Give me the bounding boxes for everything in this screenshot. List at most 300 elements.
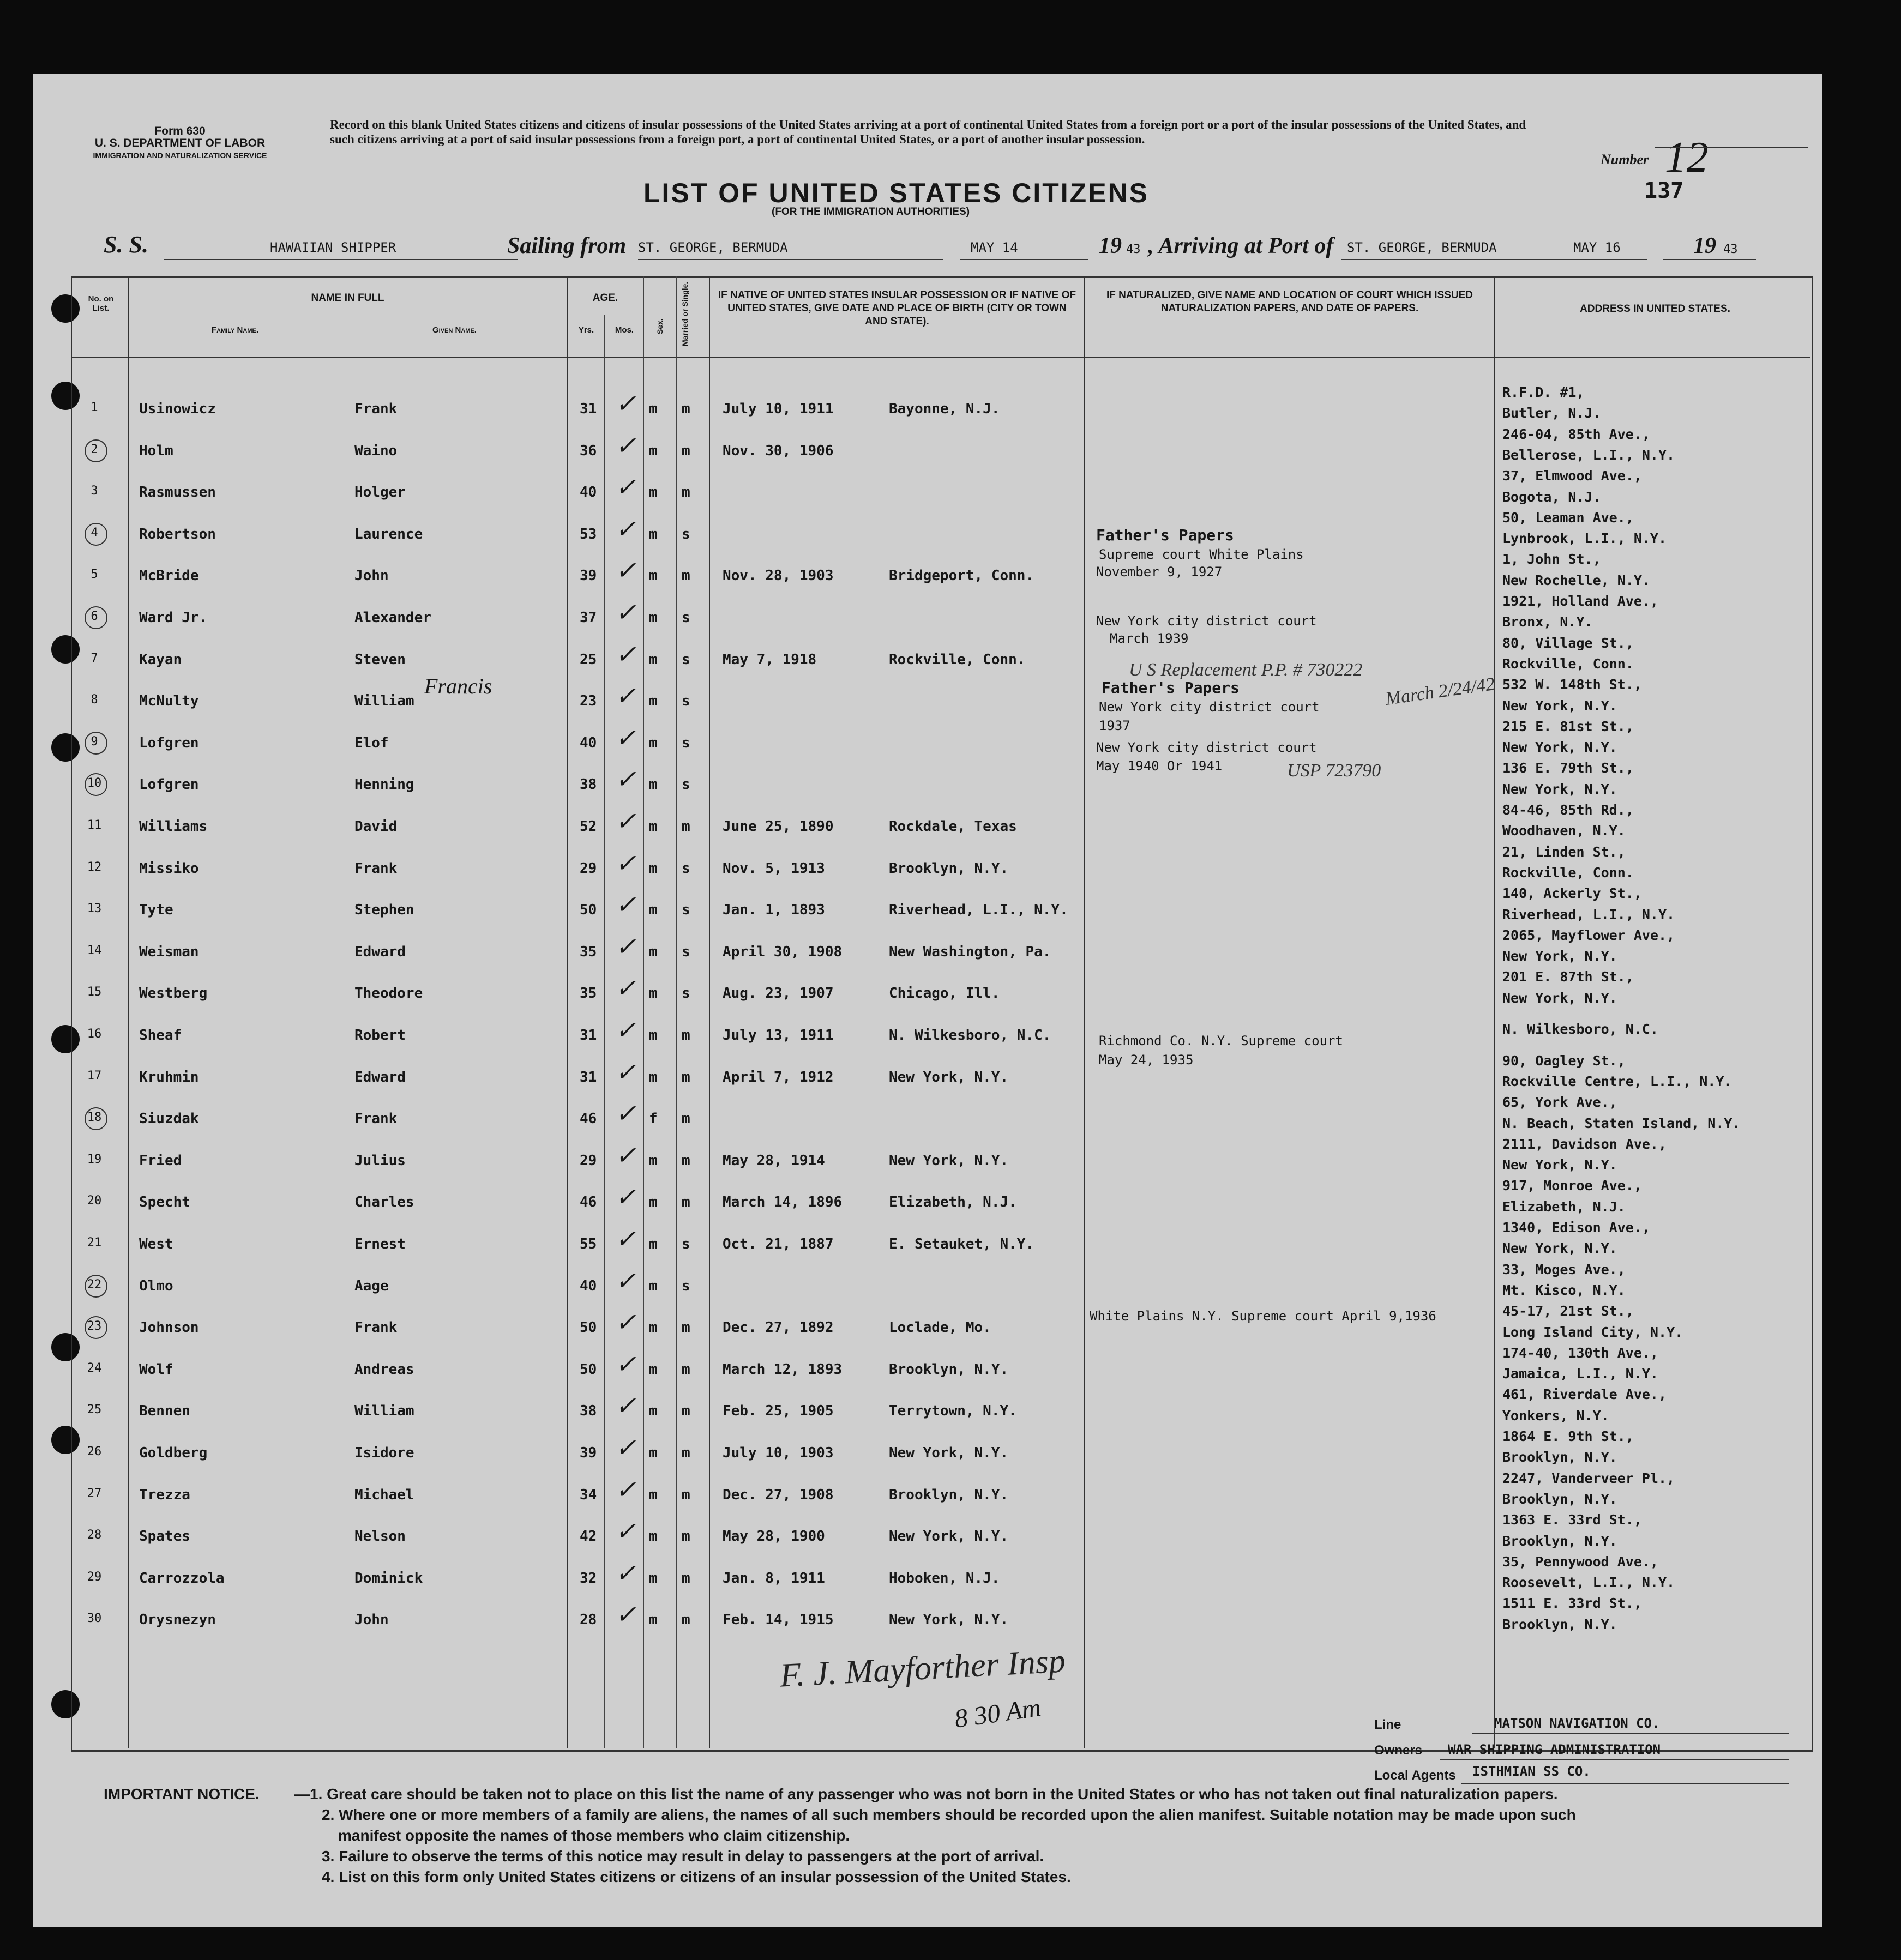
notice-item-4: 4. List on this form only United States citizens or citizens of an insular possession of the United States. <box>322 1868 1071 1885</box>
address-line: 50, Leaman Ave., <box>1502 509 1634 526</box>
address-line: 140, Ackerly St., <box>1502 885 1642 902</box>
address-line: 37, Elmwood Ave., <box>1502 468 1642 484</box>
sex: m <box>649 1486 658 1503</box>
sex: m <box>649 1570 658 1587</box>
marital-status: m <box>682 818 690 835</box>
marital-status: m <box>682 1612 690 1629</box>
year-prefix: 19 <box>1099 233 1122 258</box>
family-name: Holm <box>139 442 173 459</box>
address-line: 215 E. 81st St., <box>1502 718 1634 734</box>
birth-date: Jan. 8, 1911 <box>723 1570 825 1587</box>
family-name: Orysnezyn <box>139 1612 216 1629</box>
header-address: ADDRESS IN UNITED STATES. <box>1580 303 1730 315</box>
number-field <box>1601 125 1709 182</box>
age-years: 40 <box>580 484 597 501</box>
check-mark-icon: ✓ <box>615 1559 636 1587</box>
naturalization-note: March 1939 <box>1110 631 1189 646</box>
family-name: Fried <box>139 1152 182 1169</box>
header-sex: Sex. <box>655 318 664 334</box>
marital-status: s <box>682 902 690 919</box>
family-name: Siuzdak <box>139 1111 199 1127</box>
address-line: 1, John St., <box>1502 551 1601 568</box>
sailing-from: ST. GEORGE, BERMUDA <box>638 240 788 255</box>
birth-place: Bridgeport, Conn. <box>889 568 1034 584</box>
instructions: Record on this blank United States citizens and citizens of insular possessions of the United States arriving at a port of continental United States from a foreign port or a port of the insular possessions of the United States, and such citizens arriving at a port of said insular possessions from a foreign port, a port of continental United States, or a port of another insular possession. <box>330 118 1526 146</box>
arriving-year: 43 <box>1723 243 1738 256</box>
marital-status: m <box>682 1069 690 1085</box>
birth-date: June 25, 1890 <box>723 818 834 835</box>
port-underline <box>1341 259 1647 260</box>
notice-item-2-cont: manifest opposite the names of those members who claim citizenship. <box>338 1827 850 1844</box>
check-mark-icon: ✓ <box>615 1141 636 1169</box>
check-mark-icon: ✓ <box>615 1225 636 1253</box>
address-line: Long Island City, N.Y. <box>1502 1324 1683 1340</box>
marital-status: m <box>682 1361 690 1378</box>
check-mark-icon: ✓ <box>615 599 636 626</box>
address-line: Rockville, Conn. <box>1502 655 1634 672</box>
age-years: 35 <box>580 985 597 1002</box>
address-line: 917, Monroe Ave., <box>1502 1178 1642 1194</box>
address-line: 1340, Edison Ave., <box>1502 1220 1650 1235</box>
handwritten-given-name-addition: Francis <box>424 674 492 698</box>
row-number: 23 <box>87 1319 102 1334</box>
check-mark-icon: ✓ <box>615 974 636 1003</box>
marital-status: m <box>682 401 690 417</box>
check-mark-icon: ✓ <box>615 849 636 877</box>
check-mark-icon: ✓ <box>615 640 636 668</box>
ship-name: HAWAIIAN SHIPPER <box>270 240 396 255</box>
sex: m <box>649 1361 658 1378</box>
agents-value: ISTHMIAN SS CO. <box>1472 1764 1591 1779</box>
sex: m <box>649 1403 658 1420</box>
given-name: Henning <box>354 776 414 793</box>
year-prefix-2: 19 <box>1693 233 1716 258</box>
sex: m <box>649 860 658 877</box>
birth-place: New York, N.Y. <box>889 1445 1009 1461</box>
row-number: 11 <box>87 818 102 832</box>
family-name: Williams <box>139 818 208 835</box>
sex: m <box>649 693 658 710</box>
address-line: 2111, Davidson Ave., <box>1502 1136 1667 1152</box>
check-mark-icon: ✓ <box>615 1517 636 1546</box>
sex: m <box>649 734 658 751</box>
birth-place: Rockville, Conn. <box>889 651 1026 668</box>
age-years: 50 <box>580 1361 597 1378</box>
row-number-circle <box>85 606 107 629</box>
naturalization-note: March 2/24/42 <box>1384 674 1496 709</box>
marital-status: s <box>682 776 690 793</box>
marital-status: s <box>682 985 690 1002</box>
row-number: 1 <box>91 401 98 414</box>
number-label: Number <box>1601 152 1649 167</box>
age-years: 40 <box>580 734 597 751</box>
age-years: 37 <box>580 610 597 626</box>
family-name: Kruhmin <box>139 1069 199 1085</box>
check-mark-icon: ✓ <box>615 1267 636 1295</box>
check-mark-icon: ✓ <box>615 682 636 710</box>
address-line: 201 E. 87th St., <box>1502 969 1634 985</box>
sailing-date: MAY 14 <box>971 240 1018 255</box>
address-line: 1363 E. 33rd St., <box>1502 1512 1642 1528</box>
birth-date: April 30, 1908 <box>723 943 843 960</box>
check-mark-icon: ✓ <box>615 1058 636 1086</box>
naturalization-note: Father's Papers <box>1102 679 1240 697</box>
birth-place: Terrytown, N.Y. <box>889 1403 1017 1420</box>
birth-place: Bayonne, N.J. <box>889 401 1000 417</box>
check-mark-icon: ✓ <box>615 1601 636 1629</box>
address-line: Rockville, Conn. <box>1502 864 1634 881</box>
sex: m <box>649 818 658 835</box>
address-line: 461, Riverdale Ave., <box>1502 1386 1667 1403</box>
header-yrs: Yrs. <box>578 325 594 335</box>
naturalization-note: White Plains N.Y. Supreme court April 9,1936 <box>1090 1308 1436 1324</box>
age-years: 50 <box>580 902 597 919</box>
age-years: 35 <box>580 943 597 960</box>
header-married: Married or Single. <box>681 281 689 346</box>
address-line: 136 E. 79th St., <box>1502 760 1634 776</box>
family-name: Trezza <box>139 1486 190 1503</box>
birth-place: N. Wilkesboro, N.C. <box>889 1027 1051 1044</box>
row-number: 10 <box>87 776 102 791</box>
header-mos: Mos. <box>615 325 634 335</box>
age-years: 46 <box>580 1194 597 1211</box>
age-years: 53 <box>580 526 597 542</box>
row-number: 5 <box>91 568 98 582</box>
number-value: 12 <box>1664 134 1709 182</box>
family-name: Weisman <box>139 943 199 960</box>
row-number-circle <box>85 1107 107 1130</box>
age-years: 29 <box>580 860 597 877</box>
family-name: McNulty <box>139 693 199 710</box>
date-underline <box>960 259 1088 260</box>
row-number: 26 <box>87 1445 102 1458</box>
birth-place: Brooklyn, N.Y. <box>889 860 1009 877</box>
ship-underline <box>164 259 518 260</box>
family-name: Sheaf <box>139 1027 182 1044</box>
family-name: Lofgren <box>139 776 199 793</box>
age-years: 23 <box>580 693 597 710</box>
marital-status: s <box>682 610 690 626</box>
family-name: Missiko <box>139 860 199 877</box>
given-name: Laurence <box>354 526 423 542</box>
sex: m <box>649 1027 658 1044</box>
notice-item-2: 2. Where one or more members of a family are aliens, the names of all such members should be recorded upon the alien manifest. Suitable notation may be made upon such <box>322 1806 1576 1823</box>
address-line: 174-40, 130th Ave., <box>1502 1344 1658 1361</box>
number-underline <box>1655 147 1808 148</box>
family-name: Goldberg <box>139 1445 208 1461</box>
marital-status: m <box>682 1403 690 1420</box>
naturalization-note: USP 723790 <box>1287 761 1381 781</box>
marital-status: m <box>682 1445 690 1461</box>
family-name: Kayan <box>139 651 182 668</box>
page-number: 137 <box>1644 178 1684 203</box>
given-name: John <box>354 568 389 584</box>
address-line: Brooklyn, N.Y. <box>1502 1533 1617 1549</box>
birth-date: Nov. 28, 1903 <box>723 568 834 584</box>
col-line <box>604 315 605 1748</box>
age-years: 55 <box>580 1236 597 1252</box>
birth-date: July 13, 1911 <box>723 1027 834 1044</box>
birth-date: Feb. 25, 1905 <box>723 1403 834 1420</box>
age-years: 25 <box>580 651 597 668</box>
row-number: 28 <box>87 1528 102 1542</box>
header-no: No. on List. <box>88 294 114 313</box>
sex: m <box>649 651 658 668</box>
sex: m <box>649 442 658 459</box>
sex: m <box>649 1612 658 1629</box>
header-family-name: Family Name. <box>212 325 258 335</box>
address-line: New York, N.Y. <box>1502 697 1617 714</box>
row-number-circle <box>85 1275 107 1298</box>
age-years: 46 <box>580 1111 597 1127</box>
naturalization-note: November 9, 1927 <box>1096 564 1223 580</box>
owners-value: WAR SHIPPING ADMINISTRATION <box>1448 1742 1661 1757</box>
notice-label: IMPORTANT NOTICE. <box>104 1786 260 1802</box>
sex: m <box>649 776 658 793</box>
family-name: Westberg <box>139 985 208 1002</box>
form-label: Form 630 U. S. DEPARTMENT OF LABOR IMMIGRATION AND NATURALIZATION SERVICE <box>93 125 267 160</box>
family-name: Bennen <box>139 1403 190 1420</box>
age-years: 42 <box>580 1528 597 1545</box>
line-value: MATSON NAVIGATION CO. <box>1494 1716 1660 1731</box>
address-line: Jamaica, L.I., N.Y. <box>1502 1366 1658 1382</box>
family-name: Ward Jr. <box>139 610 208 626</box>
given-name: Isidore <box>354 1445 414 1461</box>
address-line: New York, N.Y. <box>1502 739 1617 756</box>
sex: m <box>649 943 658 960</box>
family-name: Olmo <box>139 1277 173 1294</box>
address-line: 35, Pennywood Ave., <box>1502 1553 1658 1570</box>
col-line <box>676 276 677 1748</box>
address-line: New York, N.Y. <box>1502 990 1617 1006</box>
address-line: 2247, Vanderveer Pl., <box>1502 1470 1675 1486</box>
check-mark-icon: ✓ <box>615 765 636 794</box>
address-line: 80, Village St., <box>1502 635 1634 651</box>
birth-date: March 12, 1893 <box>723 1361 843 1378</box>
address-line: 90, Oagley St., <box>1502 1052 1626 1069</box>
row-number-circle <box>85 732 107 755</box>
marital-status: s <box>682 526 690 542</box>
given-name: Charles <box>354 1194 414 1211</box>
address-line: Bellerose, L.I., N.Y. <box>1502 447 1675 463</box>
address-line: 45-17, 21st St., <box>1502 1303 1634 1319</box>
birth-date: Nov. 5, 1913 <box>723 860 825 877</box>
address-line: Yonkers, N.Y. <box>1502 1407 1609 1424</box>
birth-place: Brooklyn, N.Y. <box>889 1486 1009 1503</box>
check-mark-icon: ✓ <box>615 557 636 585</box>
page-subtitle: (FOR THE IMMIGRATION AUTHORITIES) <box>772 206 970 218</box>
ss-label: S. S. <box>104 231 148 258</box>
age-years: 36 <box>580 442 597 459</box>
header-native: IF NATIVE OF UNITED STATES INSULAR POSSESSION OR IF NATIVE OF UNITED STATES, GIVE DATE AND PLACE OF BIRTH (CITY OR TOWN AND STATE). <box>718 290 1076 327</box>
birth-date: Dec. 27, 1908 <box>723 1486 834 1503</box>
line-label: Line <box>1374 1717 1401 1732</box>
sex: m <box>649 1152 658 1169</box>
naturalization-note: New York city district court <box>1099 699 1320 715</box>
marital-status: m <box>682 1570 690 1587</box>
check-mark-icon: ✓ <box>615 515 636 543</box>
address-line: New Rochelle, N.Y. <box>1502 572 1650 588</box>
birth-place: Riverhead, L.I., N.Y. <box>889 902 1068 919</box>
row-number: 20 <box>87 1194 102 1208</box>
address-line: 84-46, 85th Rd., <box>1502 802 1634 818</box>
row-number: 7 <box>91 651 98 665</box>
address-line: Bogota, N.J. <box>1502 489 1601 505</box>
address-line: 1921, Holland Ave., <box>1502 593 1658 609</box>
naturalization-note: Supreme court White Plains <box>1099 547 1304 562</box>
given-name: Frank <box>354 401 398 417</box>
address-line: New York, N.Y. <box>1502 781 1617 797</box>
row-number: 30 <box>87 1612 102 1626</box>
naturalization-note: Richmond Co. N.Y. Supreme court <box>1099 1033 1343 1048</box>
age-years: 40 <box>580 1277 597 1294</box>
birth-date: Oct. 21, 1887 <box>723 1236 834 1252</box>
row-number: 22 <box>87 1277 102 1292</box>
row-number: 19 <box>87 1152 102 1166</box>
family-name: Robertson <box>139 526 216 542</box>
owners-underline <box>1440 1759 1789 1760</box>
address-line: Mt. Kisco, N.Y. <box>1502 1282 1626 1298</box>
check-mark-icon: ✓ <box>615 473 636 502</box>
birth-date: Aug. 23, 1907 <box>723 985 834 1002</box>
address-line: Woodhaven, N.Y. <box>1502 823 1626 839</box>
address-line: New York, N.Y. <box>1502 1240 1617 1257</box>
birth-place: New York, N.Y. <box>889 1612 1009 1629</box>
address-line: Brooklyn, N.Y. <box>1502 1616 1617 1632</box>
sex: m <box>649 1528 658 1545</box>
given-name: David <box>354 818 398 835</box>
row-number-circle <box>85 1316 107 1339</box>
given-name: Robert <box>354 1027 406 1044</box>
birth-place: E. Setauket, N.Y. <box>889 1236 1034 1252</box>
arriving-label: , Arriving at Port of <box>1148 233 1334 258</box>
birth-place: New Washington, Pa. <box>889 943 1051 960</box>
check-mark-icon: ✓ <box>615 1183 636 1211</box>
header-name-in-full: NAME IN FULL <box>311 292 384 304</box>
naturalization-note: May 1940 Or 1941 <box>1096 758 1223 774</box>
row-number: 4 <box>91 526 98 540</box>
row-number: 29 <box>87 1570 102 1584</box>
given-name: William <box>354 693 414 710</box>
row-number: 18 <box>87 1111 102 1125</box>
birth-date: May 7, 1918 <box>723 651 817 668</box>
sex: m <box>649 484 658 501</box>
row-number: 6 <box>91 610 98 623</box>
given-name: Frank <box>354 1111 398 1127</box>
address-line: Riverhead, L.I., N.Y. <box>1502 906 1675 922</box>
marital-status: s <box>682 1277 690 1294</box>
marital-status: m <box>682 1152 690 1169</box>
marital-status: m <box>682 1319 690 1336</box>
given-name: Nelson <box>354 1528 406 1545</box>
check-mark-icon: ✓ <box>615 1308 636 1337</box>
agents-underline <box>1461 1783 1789 1784</box>
row-number: 14 <box>87 943 102 957</box>
birth-date: Feb. 14, 1915 <box>723 1612 834 1629</box>
marital-status: m <box>682 1027 690 1044</box>
owners-label: Owners <box>1374 1743 1423 1758</box>
family-name: Tyte <box>139 902 173 919</box>
check-mark-icon: ✓ <box>615 1016 636 1044</box>
col-line <box>1494 276 1495 1748</box>
row-number: 13 <box>87 902 102 916</box>
birth-date: Dec. 27, 1892 <box>723 1319 834 1336</box>
row-number: 9 <box>91 734 98 749</box>
family-name: Specht <box>139 1194 190 1211</box>
address-line: N. Beach, Staten Island, N.Y. <box>1502 1115 1741 1131</box>
given-name: Julius <box>354 1152 406 1169</box>
naturalization-note: 1937 <box>1099 718 1130 733</box>
age-years: 29 <box>580 1152 597 1169</box>
row-number-circle <box>85 439 107 462</box>
sex: m <box>649 526 658 542</box>
header-bottom-line <box>71 357 1810 358</box>
sailing-label: Sailing from <box>507 233 627 258</box>
row-number-circle <box>85 523 107 546</box>
sex: m <box>649 985 658 1002</box>
marital-status: m <box>682 1194 690 1211</box>
given-name: Dominick <box>354 1570 423 1587</box>
row-number: 3 <box>91 484 98 498</box>
row-number: 16 <box>87 1027 102 1041</box>
family-name: Johnson <box>139 1319 199 1336</box>
arriving-port: ST. GEORGE, BERMUDA <box>1347 240 1497 255</box>
birth-date: July 10, 1903 <box>723 1445 834 1461</box>
family-name: Usinowicz <box>139 401 216 417</box>
address-line: Butler, N.J. <box>1502 405 1601 421</box>
birth-date: Jan. 1, 1893 <box>723 902 825 919</box>
family-name: Spates <box>139 1528 190 1545</box>
marital-status: m <box>682 1111 690 1127</box>
birth-place: Hoboken, N.J. <box>889 1570 1000 1587</box>
family-name: Wolf <box>139 1361 173 1378</box>
sex: m <box>649 1236 658 1252</box>
check-mark-icon: ✓ <box>615 1392 636 1420</box>
address-line: 33, Moges Ave., <box>1502 1261 1626 1277</box>
address-line: N. Wilkesboro, N.C. <box>1502 1021 1658 1038</box>
marital-status: m <box>682 1528 690 1545</box>
marital-status: s <box>682 1236 690 1252</box>
sailing-underline <box>638 259 943 260</box>
given-name: Waino <box>354 442 398 459</box>
address-line: 1511 E. 33rd St., <box>1502 1595 1642 1612</box>
address-line: 532 W. 148th St., <box>1502 677 1642 693</box>
given-name: Michael <box>354 1486 414 1503</box>
line-underline <box>1472 1733 1789 1734</box>
address-line: Rockville Centre, L.I., N.Y. <box>1502 1073 1732 1089</box>
given-name: Edward <box>354 1069 406 1085</box>
row-number: 12 <box>87 860 102 874</box>
age-years: 39 <box>580 568 597 584</box>
naturalization-note: New York city district court <box>1096 613 1317 629</box>
check-mark-icon: ✓ <box>615 1100 636 1128</box>
given-name: Alexander <box>354 610 431 626</box>
address-line: Brooklyn, N.Y. <box>1502 1491 1617 1507</box>
given-name: Andreas <box>354 1361 414 1378</box>
manifest-sheet <box>33 74 1822 1927</box>
age-years: 32 <box>580 1570 597 1587</box>
birth-place: New York, N.Y. <box>889 1152 1009 1169</box>
col-line <box>643 276 644 1748</box>
given-name: Stephen <box>354 902 414 919</box>
given-name: Frank <box>354 860 398 877</box>
sex: f <box>649 1111 658 1127</box>
marital-status: m <box>682 1486 690 1503</box>
inspector-signature: F. J. Mayforther Insp <box>779 1642 1067 1694</box>
birth-date: May 28, 1914 <box>723 1152 825 1169</box>
naturalization-note: Father's Papers <box>1096 526 1234 544</box>
header-age: AGE. <box>592 292 618 304</box>
